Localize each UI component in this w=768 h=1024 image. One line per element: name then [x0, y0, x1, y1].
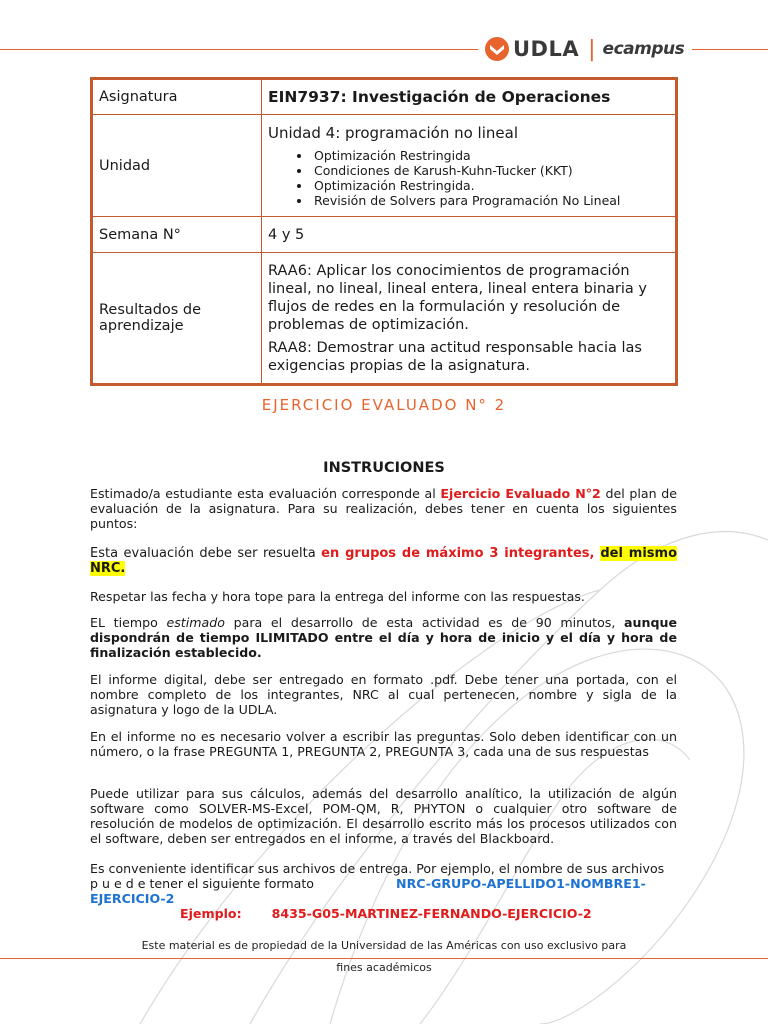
footer-rule	[0, 958, 768, 959]
udla-ecampus-logo	[484, 34, 684, 64]
raa8-text: RAA8: Demostrar una actitud responsable hacia las exigencias propias de la asignatura.	[268, 339, 642, 374]
intro-text-c: del plan de evaluación de la asignatura. Para su realización, debes tener en cuenta los siguientes puntos:	[90, 486, 678, 531]
paragraph-questions	[90, 729, 677, 759]
filename-format: NRC-GRUPO-APELLIDO1-NOMBRE1-EJERCICIO-2	[90, 876, 646, 906]
groups-highlight-max: en grupos de máximo 3 integrantes	[321, 546, 590, 561]
semana-label: Semana N°	[92, 217, 262, 253]
resultados-cell	[262, 253, 677, 385]
row-resultados	[92, 253, 677, 385]
asignatura-value: EIN7937: Investigación de Operaciones	[262, 79, 677, 115]
time-text-a: EL tiempo	[90, 615, 167, 630]
paragraph-software	[90, 786, 677, 846]
unidad-topic-item: • Optimización Restringida.	[312, 178, 669, 193]
course-info-table	[90, 77, 678, 386]
intro-text-a: Estimado/a estudiante esta evaluación corresponde al	[90, 486, 441, 501]
exercise-title: EJERCICIO EVALUADO N° 2	[261, 396, 507, 414]
raa6-text: RAA6: Aplicar los conocimientos de programación lineal, no lineal, lineal entera, lineal entera binaria y flujos de redes en la formulación y resolución de problemas de optimización.	[268, 262, 647, 333]
paragraph-pdf	[90, 672, 677, 717]
deadline-text: Respetar las fecha y hora tope para la entrega del informe con las respuestas.	[90, 589, 585, 604]
time-text-c: para el desarrollo de esta actividad es de 90 minutos,	[224, 615, 625, 630]
udla-logo-icon	[484, 36, 510, 62]
pdf-text: El informe digital, debe ser entregado en formato .pdf. Debe tener una portada, con el nombre completo de los integrantes, NRC al cual pertenecen, nombre y sigla de la asignatura y logo de la UDLA.	[90, 672, 677, 717]
unidad-cell	[262, 115, 677, 217]
unidad-topic-item: • Optimización Restringida	[312, 148, 669, 163]
row-unidad	[92, 115, 677, 217]
intro-highlight-exercise: Ejercicio Evaluado N°2	[440, 486, 601, 501]
paragraph-filename	[90, 861, 677, 921]
questions-text: En el informe no es necesario volver a escribir las preguntas. Solo deben identificar con un número, o la frase PREGUNTA 1, PREGUNTA 2, PREGUNTA 3, cada una de sus respuestas	[90, 729, 677, 759]
asignatura-label: Asignatura	[92, 79, 262, 115]
example-value: 8435-G05-MARTINEZ-FERNANDO-EJERCICIO-2	[271, 906, 592, 921]
unidad-topic-item: • Revisión de Solvers para Programación No Lineal	[312, 193, 669, 208]
semana-value: 4 y 5	[262, 217, 677, 253]
row-asignatura	[92, 79, 677, 115]
unidad-label: Unidad	[92, 115, 262, 217]
filename-text-a: Es conveniente identificar sus archivos de entrega. Por ejemplo, el nombre de sus archivos	[90, 861, 665, 876]
time-text-unlimited: aunque dispondrán de tiempo ILIMITADO entre el día y hora de inicio y el día y hora de finalización establecido.	[90, 615, 677, 660]
footer-line-2: fines académicos	[336, 961, 432, 974]
unidad-topic-list	[268, 148, 669, 208]
logo-separator: |	[588, 36, 596, 62]
unidad-topic-item: • Condiciones de Karush-Kuhn-Tucker (KKT)	[312, 163, 669, 178]
paragraph-intro	[90, 486, 677, 531]
resultados-label: Resultados de aprendizaje	[92, 253, 262, 385]
footer-line-1: Este material es de propiedad de la Universidad de las Américas con uso exclusivo para	[141, 939, 627, 952]
time-text-estimado: estimado	[166, 615, 225, 630]
unidad-title: Unidad 4: programación no lineal	[268, 123, 518, 142]
paragraph-groups	[90, 546, 677, 576]
paragraph-deadline	[90, 589, 677, 604]
row-semana	[92, 217, 677, 253]
instructions-title: INSTRUCIONES	[323, 460, 445, 476]
header-rule-right	[692, 49, 768, 50]
software-text: Puede utilizar para sus cálculos, además del desarrollo analítico, la utilización de algún software como SOLVER-MS-Excel, POM-QM, R, PHYTON o cualquier otro software de resolución de modelos de optimización. El desarrollo escrito más los procesos utilizados con el software, deben ser entregados en el informe, a través del Blackboard.	[90, 786, 677, 846]
example-label: Ejemplo:	[180, 906, 242, 921]
header-rule-left	[0, 49, 478, 50]
groups-highlight-nrc: del mismo NRC.	[90, 546, 677, 576]
logo-udla-text: UDLA	[513, 37, 580, 61]
paragraph-time	[90, 615, 677, 660]
groups-text-a: Esta evaluación debe ser resuelta	[90, 546, 322, 561]
groups-comma: ,	[589, 546, 601, 561]
filename-text-b: p u e d e tener el siguiente formato	[90, 876, 315, 891]
logo-ecampus-text: ecampus	[602, 39, 685, 59]
